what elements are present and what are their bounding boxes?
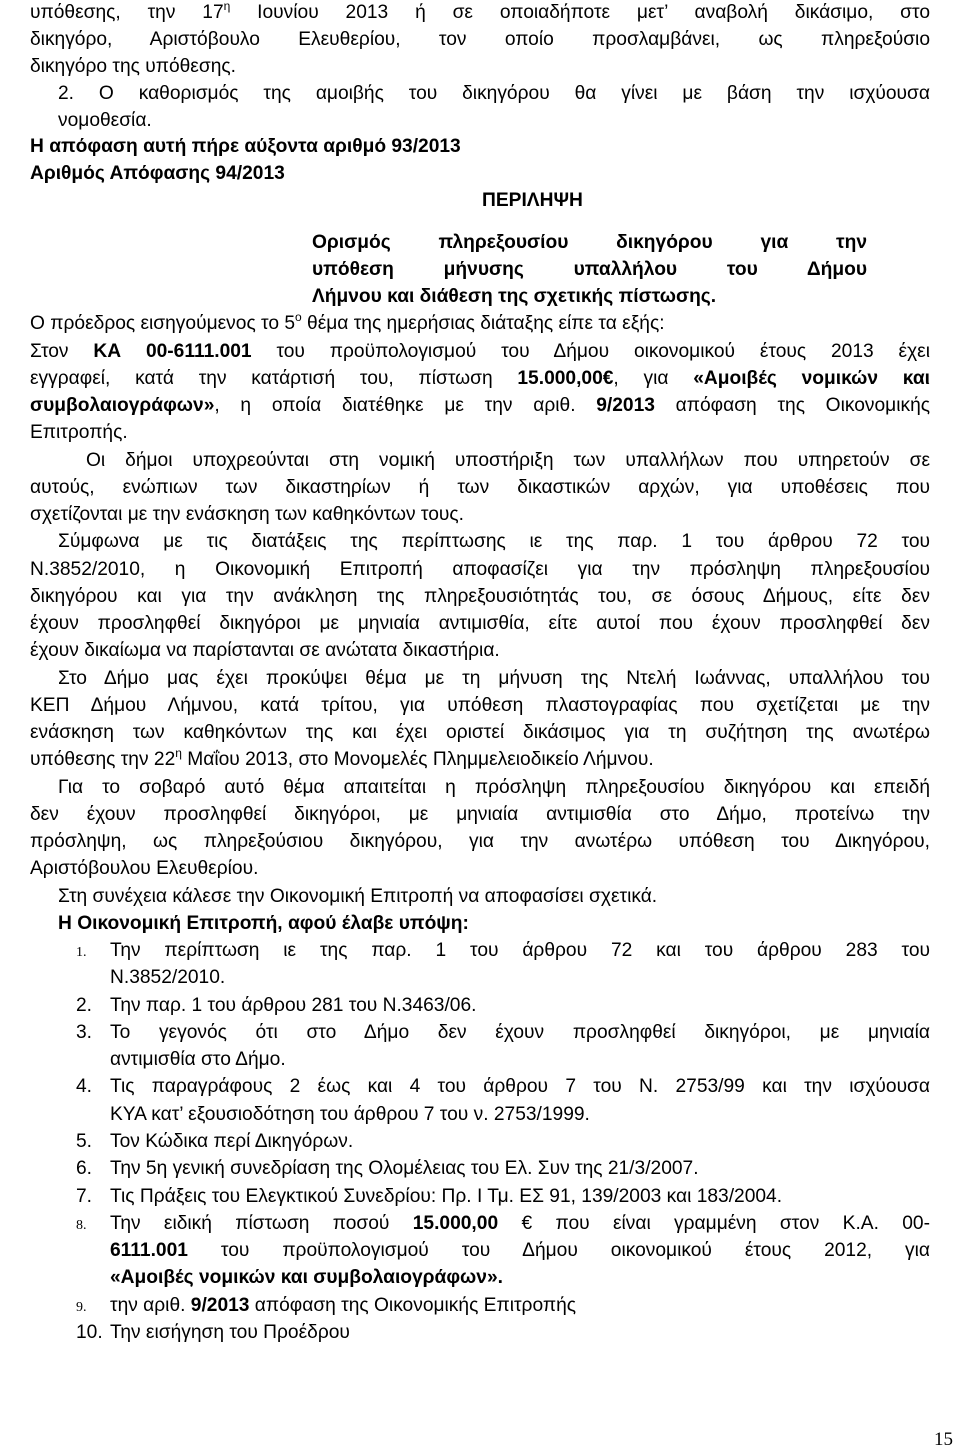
list-item-text: Την ειδική πίστωση ποσού 15.000,00 € που είναι γραμμένη στον Κ.Α. 00- [110, 1213, 930, 1234]
text-line: Αριστόβουλου Ελευθερίου. [30, 858, 259, 879]
list-item-continuation: ΚΥΑ κατ’ εξουσιοδότηση του άρθρου 7 του ν. 2753/1999. [110, 1104, 590, 1125]
text-line: Στο Δήμο μας έχει προκύψει θέμα με τη μήνυση της Ντελή Ιωάννας, υπαλλήλου του [58, 668, 930, 689]
text-line: Για το σοβαρό αυτό θέμα απαιτείται η πρόσληψη πληρεξουσίου δικηγόρου και επειδή [58, 777, 930, 798]
text-line: Ο πρόεδρος εισηγούμενος το $5^o$ θέμα της ημερήσιας διάταξης είπε τα εξής: [30, 310, 665, 334]
list-item: 4. Τις παραγράφους 2 έως και 4 του άρθρου 7 του Ν. 2753/99 και την ισχύουσα [76, 1076, 930, 1097]
text-line: σχετίζονται με την ενάσκηση των καθηκόντων τους. [30, 504, 464, 525]
text-line: έχουν δικαίωμα να παρίστανται σε ανώτατα δικαστήρια. [30, 640, 500, 661]
text-line: Σύμφωνα με τις διατάξεις της περίπτωσης ιε της παρ. 1 του άρθρου 72 του [58, 531, 930, 552]
decision-serial: Η απόφαση αυτή πήρε αύξοντα αριθμό 93/2013 [30, 136, 461, 157]
list-item: 9. την αριθ. 9/2013 απόφαση της Οικονομικής Επιτροπής [76, 1295, 577, 1316]
text-line: ΚΕΠ Δήμου Λήμνου, κατά τρίτου, για υπόθεση πλαστογραφίας που σχετίζεται με την [30, 695, 930, 716]
summary-heading: ΠΕΡΙΛΗΨΗ [482, 190, 583, 211]
list-item-continuation: Ν.3852/2010. [110, 967, 226, 988]
summary-text: Λήμνου και διάθεση της σχετικής πίστωσης. [312, 286, 717, 307]
text-line: αυτούς, ενώπιων των δικαστηρίων ή των δικαστικών αρχών, για υποθέσεις που [30, 477, 930, 498]
list-item: 5. Τον Κώδικα περί Δικηγόρων. [76, 1131, 354, 1152]
text-line: Στη συνέχεια κάλεσε την Οικονομική Επιτροπή να αποφασίσει σχετικά. [58, 886, 658, 907]
list-item-continuation: 6111.001 του προϋπολογισμού του Δήμου οικονομικού έτους 2012, για [110, 1240, 930, 1261]
list-item: 2. Την παρ. 1 του άρθρου 281 του Ν.3463/06. [76, 995, 477, 1016]
list-item: 3. Το γεγονός ότι στο Δήμο δεν έχουν προσληφθεί δικηγόροι, με μηνιαία [76, 1022, 930, 1043]
list-item: 10. Την εισήγηση του Προέδρου [76, 1322, 350, 1343]
text-line: έχουν προσληφθεί δικηγόροι με μηνιαία αντιμισθία, είτε αυτοί που έχουν προσληφθεί δεν [30, 613, 930, 634]
list-item-continuation: «Αμοιβές νομικών και συμβολαιογράφων». [110, 1267, 503, 1288]
summary-text: υπόθεση μήνυσης υπαλλήλου του Δήμου [312, 259, 867, 280]
text-line: νομοθεσία. [58, 110, 152, 131]
text-line: Ν.3852/2010, η Οικονομική Επιτροπή αποφασίζει για την πρόσληψη πληρεξουσίου [30, 559, 930, 580]
text-line: υπόθεσης την $22^\eta$ Μαΐου 2013, στο Μονομελές Πλημμελειοδικείο Λήμνου. [30, 746, 654, 770]
text-line: πρόσληψη, ως πληρεξούσιου δικηγόρου, για την ανωτέρω υπόθεση του Δικηγόρου, [30, 831, 930, 852]
text-line: ενάσκηση των καθηκόντων της και έχει οριστεί δικάσιμος για τη συζήτηση της ανωτέρω [30, 722, 930, 743]
page-number: 15 [934, 1429, 953, 1450]
committee-heading: Η Οικονομική Επιτροπή, αφού έλαβε υπόψη: [58, 913, 469, 934]
text-line: δικηγόρο της υπόθεσης. [30, 56, 236, 77]
text-line: δικηγόρο, Αριστόβουλο Ελευθερίου, τον οποίο προσλαμβάνει, ως πληρεξούσιο [30, 29, 930, 50]
list-item: 7. Τις Πράξεις του Ελεγκτικού Συνεδρίου: Πρ. Ι Τμ. ΕΣ 91, 139/2003 και 183/2004. [76, 1186, 783, 1207]
list-item: 1. Την περίπτωση ιε της παρ. 1 του άρθρου 72 και του άρθρου 283 του [76, 940, 930, 961]
text-line: Οι δήμοι υποχρεούνται στη νομική υποστήριξη των υπαλλήλων που υπηρετούν σε [86, 450, 930, 471]
text-line: υπόθεσης, την $17^\eta$ Ιουνίου 2013 ή σε οποιαδήποτε μετ’ αναβολή δικάσιμο, στο [30, 0, 930, 23]
text-line: Επιτροπής. [30, 422, 128, 443]
list-item-continuation: αντιμισθία στο Δήμο. [110, 1049, 286, 1070]
text-line: Στον ΚΑ 00-6111.001 του προϋπολογισμού του Δήμου οικονομικού έτους 2013 έχει [30, 341, 930, 362]
text-line: δεν έχουν προσληφθεί δικηγόροι, με μηνιαία αντιμισθία στο Δήμο, προτείνω την [30, 804, 930, 825]
list-item: 6. Την 5η γενική συνεδρίαση της Ολομέλειας του Ελ. Συν της 21/3/2007. [76, 1158, 699, 1179]
text-line: 2. Ο καθορισμός της αμοιβής του δικηγόρου θα γίνει με βάση την ισχύουσα [58, 83, 930, 104]
decision-number: Αριθμός Απόφασης 94/2013 [30, 163, 285, 184]
text-line: δικηγόρου και για την ανάκληση της πληρεξουσιότητάς του, σε όσους Δήμους, είτε δεν [30, 586, 930, 607]
summary-text: Ορισμός πληρεξουσίου δικηγόρου για την [312, 232, 867, 253]
text-line: συμβολαιογράφων», η οποία διατέθηκε με την αριθ. 9/2013 απόφαση της Οικονομικής [30, 395, 930, 416]
text-line: εγγραφεί, κατά την κατάρτισή του, πίστωση 15.000,00€, για «Αμοιβές νομικών και [30, 368, 930, 389]
list-item: 8. Την ειδική πίστωση ποσού 15.000,00 € που είναι γραμμένη στον Κ.Α. 00- [76, 1213, 930, 1234]
